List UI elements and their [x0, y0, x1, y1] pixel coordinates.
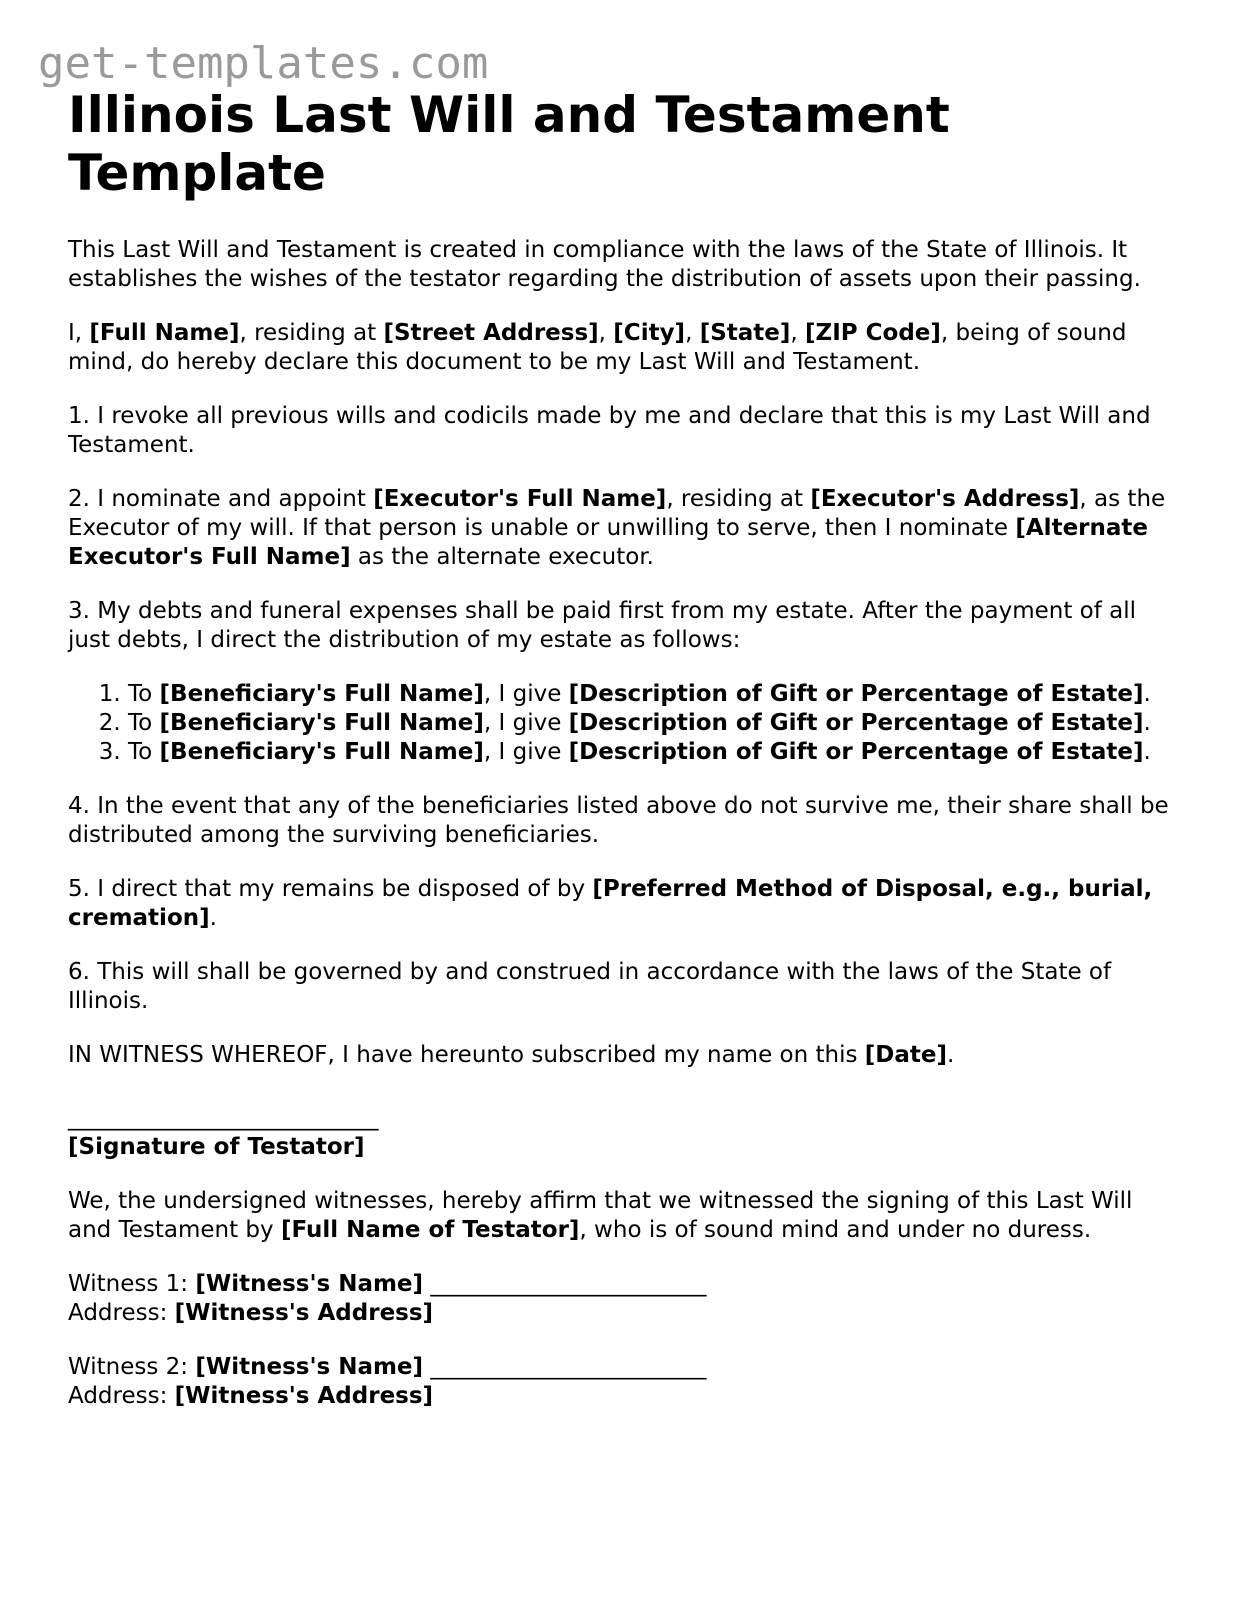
- placeholder-state: [State]: [699, 320, 791, 346]
- placeholder-alternate-executor: [Alternate Executor's Full Name]: [68, 515, 1148, 570]
- gift-item: [128, 738, 1183, 767]
- placeholder-witness-name: [Witness's Name]: [195, 1354, 424, 1380]
- intro-paragraph: This Last Will and Testament is created in compliance with the laws of the State of Illinois. It establishes the wishes of the testator regarding the distribution of assets upon their passing.: [68, 237, 1141, 292]
- placeholder-signature: [Signature of Testator]: [68, 1134, 365, 1160]
- clause-6: 6. This will shall be governed by and construed in accordance with the laws of the State of Illinois.: [68, 959, 1112, 1014]
- placeholder-executor-name: [Executor's Full Name]: [373, 486, 667, 512]
- text: , who is of sound mind and under no duress.: [579, 1217, 1092, 1243]
- declaration-paragraph: [68, 319, 1183, 377]
- text: We, the undersigned witnesses, hereby affirm that we witnessed the signing of this Last Will and Testament by: [68, 1188, 1133, 1243]
- text: , I give: [483, 681, 569, 707]
- gift-item: [128, 709, 1183, 738]
- text: Address:: [68, 1383, 175, 1409]
- clause-4: 4. In the event that any of the beneficiaries listed above do not survive me, their share shall be distributed among the surviving beneficiaries.: [68, 793, 1169, 848]
- placeholder-witness-address: [Witness's Address]: [174, 1300, 434, 1326]
- text: 2. I nominate and appoint: [68, 486, 374, 512]
- text: , being of sound mind, do hereby declare this document to be my Last Will and Testament.: [68, 320, 1127, 375]
- clause-2: [68, 485, 1183, 572]
- witness-affirmation: [68, 1187, 1183, 1245]
- placeholder-zip-code: [ZIP Code]: [805, 320, 941, 346]
- text: , as the Executor of my will. If that person is unable or unwilling to serve, then I nominate: [68, 486, 1166, 541]
- witness-signature-line: ________________________: [423, 1271, 707, 1297]
- clause-1: 1. I revoke all previous wills and codicils made by me and declare that this is my Last Will and Testament.: [68, 403, 1151, 458]
- placeholder-disposal-method: [Preferred Method of Disposal, e.g., burial, cremation]: [68, 876, 1153, 931]
- placeholder-testator-name: [Full Name of Testator]: [280, 1217, 580, 1243]
- placeholder-beneficiary-name: [Beneficiary's Full Name]: [159, 681, 484, 707]
- witness-2-name-row: [68, 1353, 1183, 1382]
- placeholder-full-name: [Full Name]: [89, 320, 240, 346]
- text: ,: [685, 320, 700, 346]
- witness-1-block: [68, 1270, 1183, 1328]
- text: Witness 2:: [68, 1354, 196, 1380]
- witness-1-address-row: [68, 1299, 1183, 1328]
- text: IN WITNESS WHEREOF, I have hereunto subscribed my name on this: [68, 1042, 865, 1068]
- text: I,: [68, 320, 90, 346]
- placeholder-executor-address: [Executor's Address]: [810, 486, 1080, 512]
- text: as the alternate executor.: [350, 544, 654, 570]
- text: , I give: [483, 710, 569, 736]
- text: To: [128, 710, 160, 736]
- text: , residing at: [666, 486, 811, 512]
- placeholder-gift-description: [Description of Gift or Percentage of Estate]: [568, 681, 1144, 707]
- text: , I give: [483, 739, 569, 765]
- text: .: [1143, 681, 1151, 707]
- placeholder-witness-address: [Witness's Address]: [174, 1383, 434, 1409]
- witness-2-address-row: [68, 1382, 1183, 1411]
- witness-signature-line: ________________________: [423, 1354, 707, 1380]
- placeholder-city: [City]: [613, 320, 686, 346]
- text: .: [947, 1042, 955, 1068]
- clause-5: [68, 875, 1183, 933]
- document-title: Illinois Last Will and Testament Template: [68, 86, 950, 202]
- text: .: [1143, 739, 1151, 765]
- text: To: [128, 739, 160, 765]
- placeholder-beneficiary-name: [Beneficiary's Full Name]: [159, 710, 484, 736]
- witness-whereof: [68, 1041, 1183, 1070]
- signature-label: [68, 1133, 1183, 1162]
- placeholder-beneficiary-name: [Beneficiary's Full Name]: [159, 739, 484, 765]
- placeholder-street-address: [Street Address]: [383, 320, 599, 346]
- placeholder-date: [Date]: [864, 1042, 948, 1068]
- text: To: [128, 681, 160, 707]
- placeholder-gift-description: [Description of Gift or Percentage of Estate]: [568, 710, 1144, 736]
- text: , residing at: [239, 320, 384, 346]
- placeholder-witness-name: [Witness's Name]: [195, 1271, 424, 1297]
- witness-1-name-row: [68, 1270, 1183, 1299]
- text: Address:: [68, 1300, 175, 1326]
- text: Witness 1:: [68, 1271, 196, 1297]
- text: ,: [790, 320, 806, 346]
- witness-2-block: [68, 1353, 1183, 1411]
- signature-line: ___________________________: [68, 1105, 379, 1131]
- clause-3: 3. My debts and funeral expenses shall be paid first from my estate. After the payment of all just debts, I direct the distribution of my estate as follows:: [68, 598, 1137, 653]
- text: .: [209, 905, 217, 931]
- placeholder-gift-description: [Description of Gift or Percentage of Estate]: [568, 739, 1144, 765]
- document-page: [68, 86, 1183, 1436]
- watermark: get-templates.com: [38, 38, 489, 89]
- gift-list: [68, 680, 1183, 767]
- text: .: [1143, 710, 1151, 736]
- gift-item: [128, 680, 1183, 709]
- text: ,: [598, 320, 614, 346]
- text: 5. I direct that my remains be disposed of by: [68, 876, 593, 902]
